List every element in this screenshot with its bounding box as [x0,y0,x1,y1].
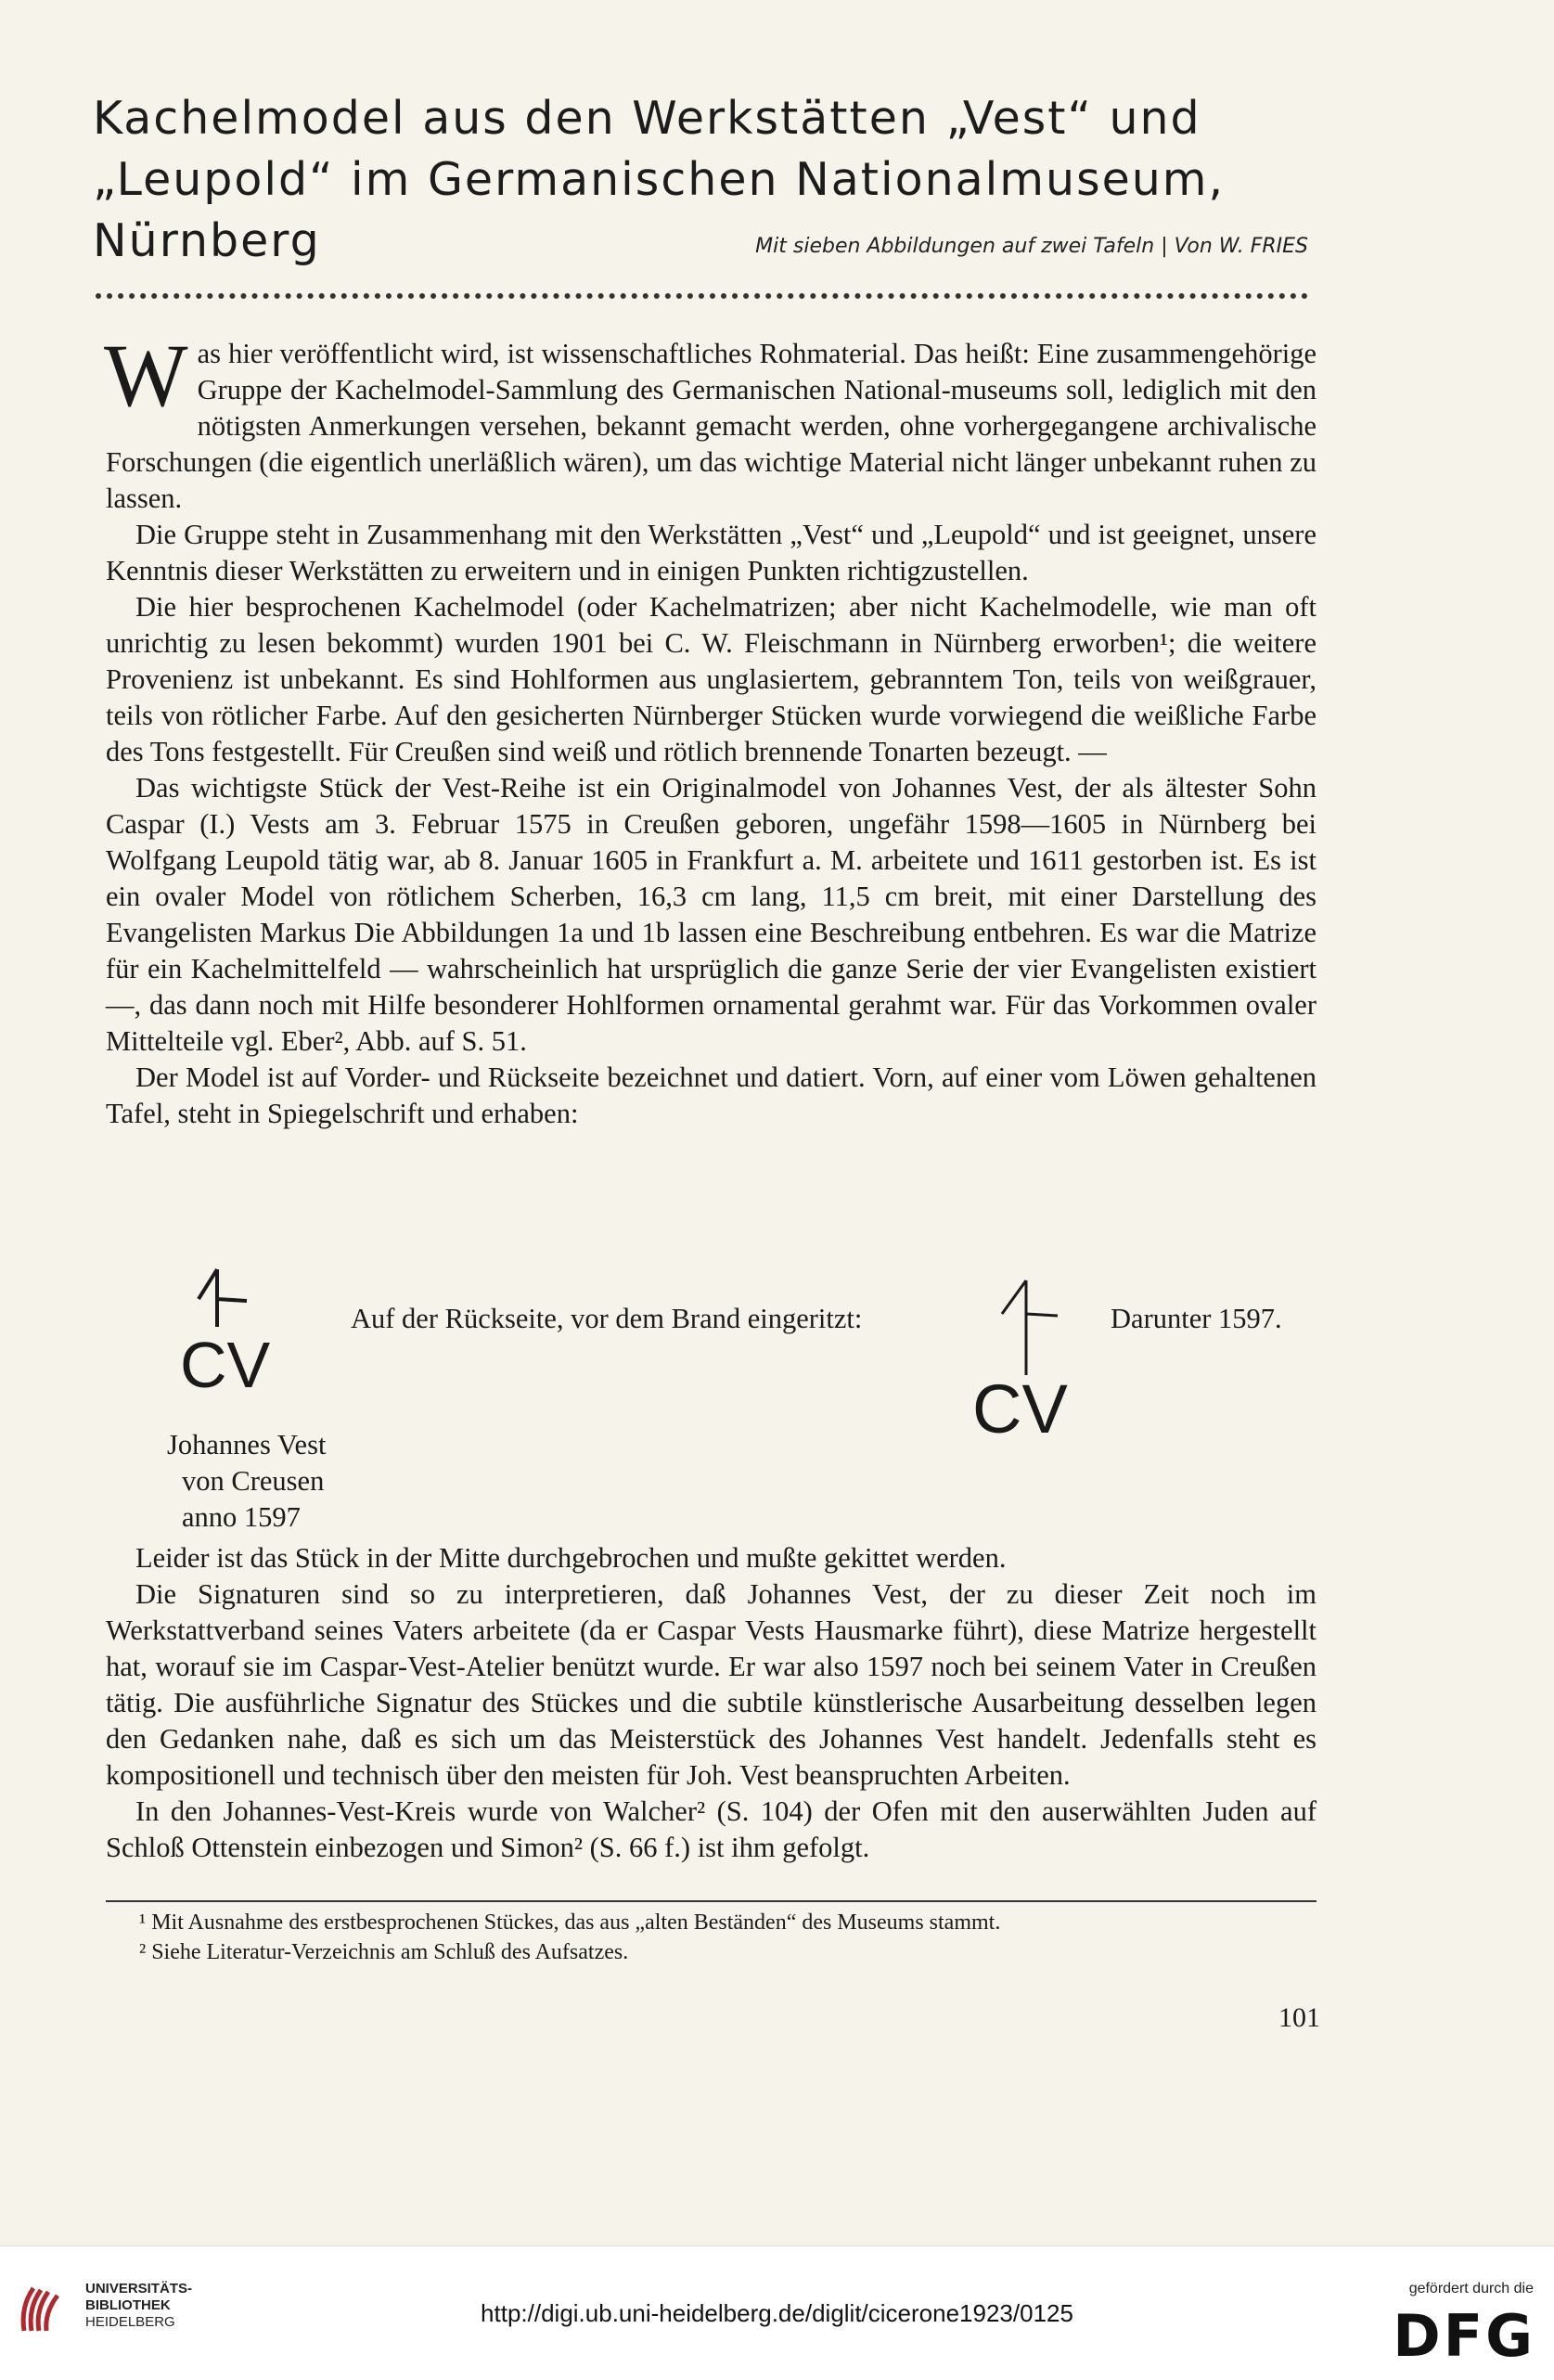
title-line-1: Kachelmodel aus den Werkstätten „Vest“ und [93,92,1201,145]
footnote-divider [106,1900,1316,1902]
drop-cap: W [104,326,188,425]
paragraph-3: Die hier besprochenen Kachelmodel (oder Kachelmatrizen; aber nicht Kachelmodelle, wie man oft unrichtig zu lesen bekommt) wurden 1901 bei C. W. Fleischmann in Nürnberg erworben¹; die weitere Provenienz ist unbekannt. Es sind Hohlformen aus unglasiertem, gebranntem Ton, teils von weißgrauer, teils von rötlicher Farbe. Auf den gesicherten Nürnberger Stücken wurde vorwiegend die weißliche Farbe des Tons festgestellt. Für Creußen sind weiß und rötlich brennende Tonarten bezeugt. — [106,591,1316,767]
title-divider [96,293,1308,299]
footnote-1: ¹ Mit Ausnahme des erstbesprochenen Stückes, das aus „alten Beständen“ des Museums stammt. [139,1910,1001,1935]
paragraph-4: Das wichtigste Stück der Vest-Reihe ist ein Originalmodel von Johannes Vest, der als ältester Sohn Caspar (I.) Vests am 3. Februar 1575 in Creußen geboren, ungefähr 1598—1605 in Nürnberg bei Wolfgang Leupold tätig war, ab 8. Januar 1605 in Frankfurt a. M. arbeitete und 1611 gestorben ist. Es ist ein ovaler Model von rötlichem Scherben, 16,3 cm lang, 11,5 cm breit, mit einer Darstellung des Evangelisten Markus Die Abbildungen 1a und 1b lassen eine Beschreibung entbehren. Es war die Matrize für ein Kachelmittelfeld — wahrscheinlich hat ursprüglich die ganze Serie der vier Evangelisten existiert —, das dann noch mit Hilfe besonderer Hohlformen ornamental gerahmt war. Für das Vorkommen ovaler Mittelteile vgl. Eber², Abb. auf S. 51. [106,772,1316,1057]
left-caption-2: von Creusen [182,1465,325,1497]
article-body [104,326,1316,1132]
funding-label: gefördert durch die [1408,2281,1534,2296]
footnote-2: ² Siehe Literatur-Verzeichnis am Schluß des Aufsatzes. [139,1940,629,1964]
paragraph-7: Die Signaturen sind so zu interpretieren, daß Johannes Vest, der zu dieser Zeit noch im Werkstattverband seines Vaters arbeitete (da er Caspar Vests Hausmarke führt), diese Matrize hergestellt hat, worauf sie im Caspar-Vest-Atelier benützt wurde. Er war also 1597 noch bei seinem Vater in Creußen tätig. Die ausführliche Signatur des Stückes und die subtile künstlerische Ausarbeitung desselben legen den Gedanken nahe, daß es sich um das Meisterstück des Johannes Vest handelt. Jedenfalls steht es kompositionell und technisch über den meisten für Joh. Vest beanspruchten Arbeiten. [106,1578,1316,1791]
right-initials: CV [972,1370,1068,1440]
dfg-logo[interactable]: DFG [1393,2302,1535,2370]
source-url-link[interactable]: http://digi.ub.uni-heidelberg.de/diglit/cicerone1923/0125 [481,2299,1073,2327]
left-caption [167,1427,326,1536]
house-mark-right-icon [969,1273,1089,1440]
paragraph-2: Die Gruppe steht in Zusammenhang mit den Werkstätten „Vest“ und „Leupold“ und ist geeignet, unsere Kenntnis dieser Werkstätten zu erweitern und in einigen Punkten richtigzustellen. [106,519,1316,586]
byline: Mit sieben Abbildungen auf zwei Tafeln | Von W. FRIES [755,235,1308,258]
footnotes [139,1908,1317,1967]
middle-caption: Auf der Rückseite, vor dem Brand eingeritzt: [351,1303,863,1334]
left-initials: CV [180,1329,271,1401]
paragraph-6: Leider ist das Stück in der Mitte durchgebrochen und mußte gekittet werden. [135,1542,1007,1574]
title-line-3: Nürnberg [93,214,321,267]
paragraph-5: Der Model ist auf Vorder- und Rückseite bezeichnet und datiert. Vorn, auf einer vom Löwen gehaltenen Tafel, steht in Spiegelschrift und erhaben: [106,1061,1316,1129]
right-caption: Darunter 1597. [1111,1303,1282,1334]
paragraph-1-text: as hier veröffentlicht wird, ist wissenschaftliches Rohmaterial. Das heißt: Eine zusammengehörige Gruppe der Kachelmodel-Sammlung des Germanischen National-museums soll, lediglich mit den nötigsten Anmerkungen versehen, bekannt gemacht werden, ohne vorhergegangene archivalische Forschungen (die eigentlich unerläßlich wären), um das wichtige Material nicht länger unbekannt ruhen zu lassen. [106,338,1316,514]
paragraph-8: In den Johannes-Vest-Kreis wurde von Walcher² (S. 104) der Ofen mit den auserwählten Juden auf Schloß Ottenstein einbezogen und Simon² (S. 66 f.) ist ihm gefolgt. [106,1795,1316,1863]
left-caption-3: anno 1597 [182,1501,301,1533]
title-line-2: „Leupold“ im Germanischen Nationalmuseum, [93,153,1226,206]
library-line-2: BIBLIOTHEK [85,2297,171,2313]
left-caption-1: Johannes Vest [167,1429,327,1460]
paragraph-1 [104,326,1316,517]
library-line-1: UNIVERSITÄTS- [85,2281,193,2296]
library-line-3: HEIDELBERG [85,2314,175,2330]
page-number: 101 [1278,2002,1320,2033]
signature-block [106,1262,1316,1531]
article-body-continued [106,1540,1316,1866]
house-mark-left-icon [180,1262,282,1401]
